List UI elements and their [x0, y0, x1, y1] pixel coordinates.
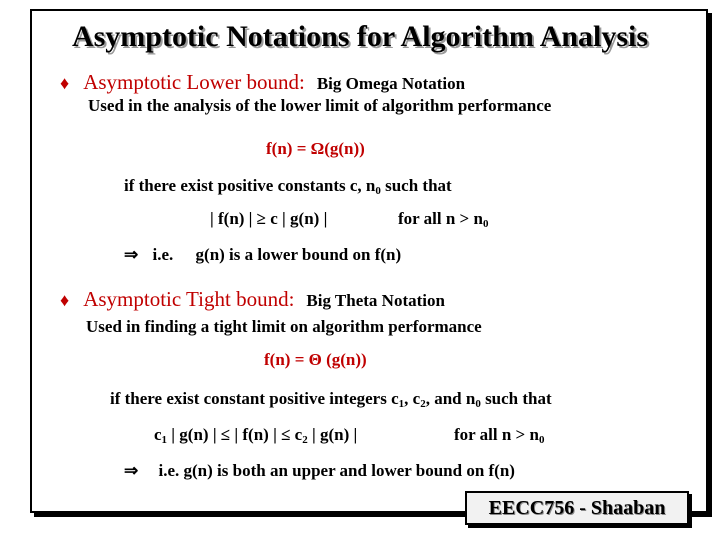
- lower-bound-condition: [124, 176, 452, 197]
- lower-bound-subheading: Big Omega Notation: [316, 74, 466, 93]
- slide-title: Asymptotic Notations for Algorithm Analysis: [71, 20, 649, 53]
- tight-condition-c: such that: [485, 389, 552, 408]
- lower-ie-label: i.e.: [152, 245, 174, 264]
- tight-condition-comma: , c: [404, 389, 421, 408]
- tight-bound-range: [454, 425, 544, 446]
- tight-range-text: for all n > n: [454, 425, 539, 444]
- tight-bound-heading: Asymptotic Tight bound:: [83, 287, 295, 311]
- lower-condition-sub: 0: [375, 185, 381, 197]
- tight-bound-ie-row: [124, 461, 515, 481]
- tight-condition-sub0: 0: [475, 398, 481, 410]
- lower-condition-text: if there exist positive constants c, n: [124, 176, 376, 195]
- tight-bound-condition: [110, 389, 552, 410]
- diamond-bullet-icon: ♦: [60, 290, 70, 310]
- lower-condition-end: such that: [385, 176, 452, 195]
- omega-definition: f(n) = Ω(g(n)): [266, 139, 365, 158]
- lower-bound-heading: Asymptotic Lower bound:: [83, 70, 305, 94]
- tight-bound-subheading: Big Theta Notation: [306, 291, 445, 310]
- tight-condition-b: , and n: [425, 389, 476, 408]
- footer-label: EECC756 - Shaaban: [465, 491, 689, 525]
- lower-ie-text: g(n) is a lower bound on f(n): [195, 245, 402, 264]
- tight-ineq-a: c: [154, 425, 162, 444]
- lower-bound-range: [398, 209, 488, 230]
- lower-bound-heading-row: [60, 70, 465, 95]
- tight-condition-a: if there exist constant positive integers c: [110, 389, 399, 408]
- tight-bound-description: Used in finding a tight limit on algorithm performance: [86, 317, 482, 336]
- tight-ie-text: i.e. g(n) is both an upper and lower bound on f(n): [158, 461, 515, 480]
- lower-bound-description: Used in the analysis of the lower limit of algorithm performance: [88, 96, 552, 115]
- tight-condition-sub1: 1: [398, 398, 405, 410]
- lower-range-text: for all n > n: [398, 209, 483, 228]
- tight-range-sub: 0: [538, 434, 545, 446]
- implies-arrow-icon: ⇒: [124, 461, 139, 480]
- tight-ineq-b: | g(n) | ≤ | f(n) | ≤ c: [171, 425, 303, 444]
- tight-condition-sub2: 2: [420, 398, 426, 410]
- tight-bound-heading-row: [60, 287, 445, 312]
- diamond-bullet-icon: ♦: [60, 73, 70, 93]
- theta-definition: f(n) = Θ (g(n)): [264, 350, 367, 369]
- tight-ineq-sub2: 2: [302, 434, 308, 446]
- lower-bound-inequality: | f(n) | ≥ c | g(n) |: [210, 209, 328, 228]
- lower-range-sub: 0: [482, 218, 489, 230]
- lower-bound-ie-row: [124, 245, 401, 265]
- tight-ineq-sub1: 1: [161, 434, 168, 446]
- implies-arrow-icon: ⇒: [124, 245, 139, 264]
- tight-ineq-c: | g(n) |: [311, 425, 358, 444]
- tight-bound-inequality: [154, 425, 357, 446]
